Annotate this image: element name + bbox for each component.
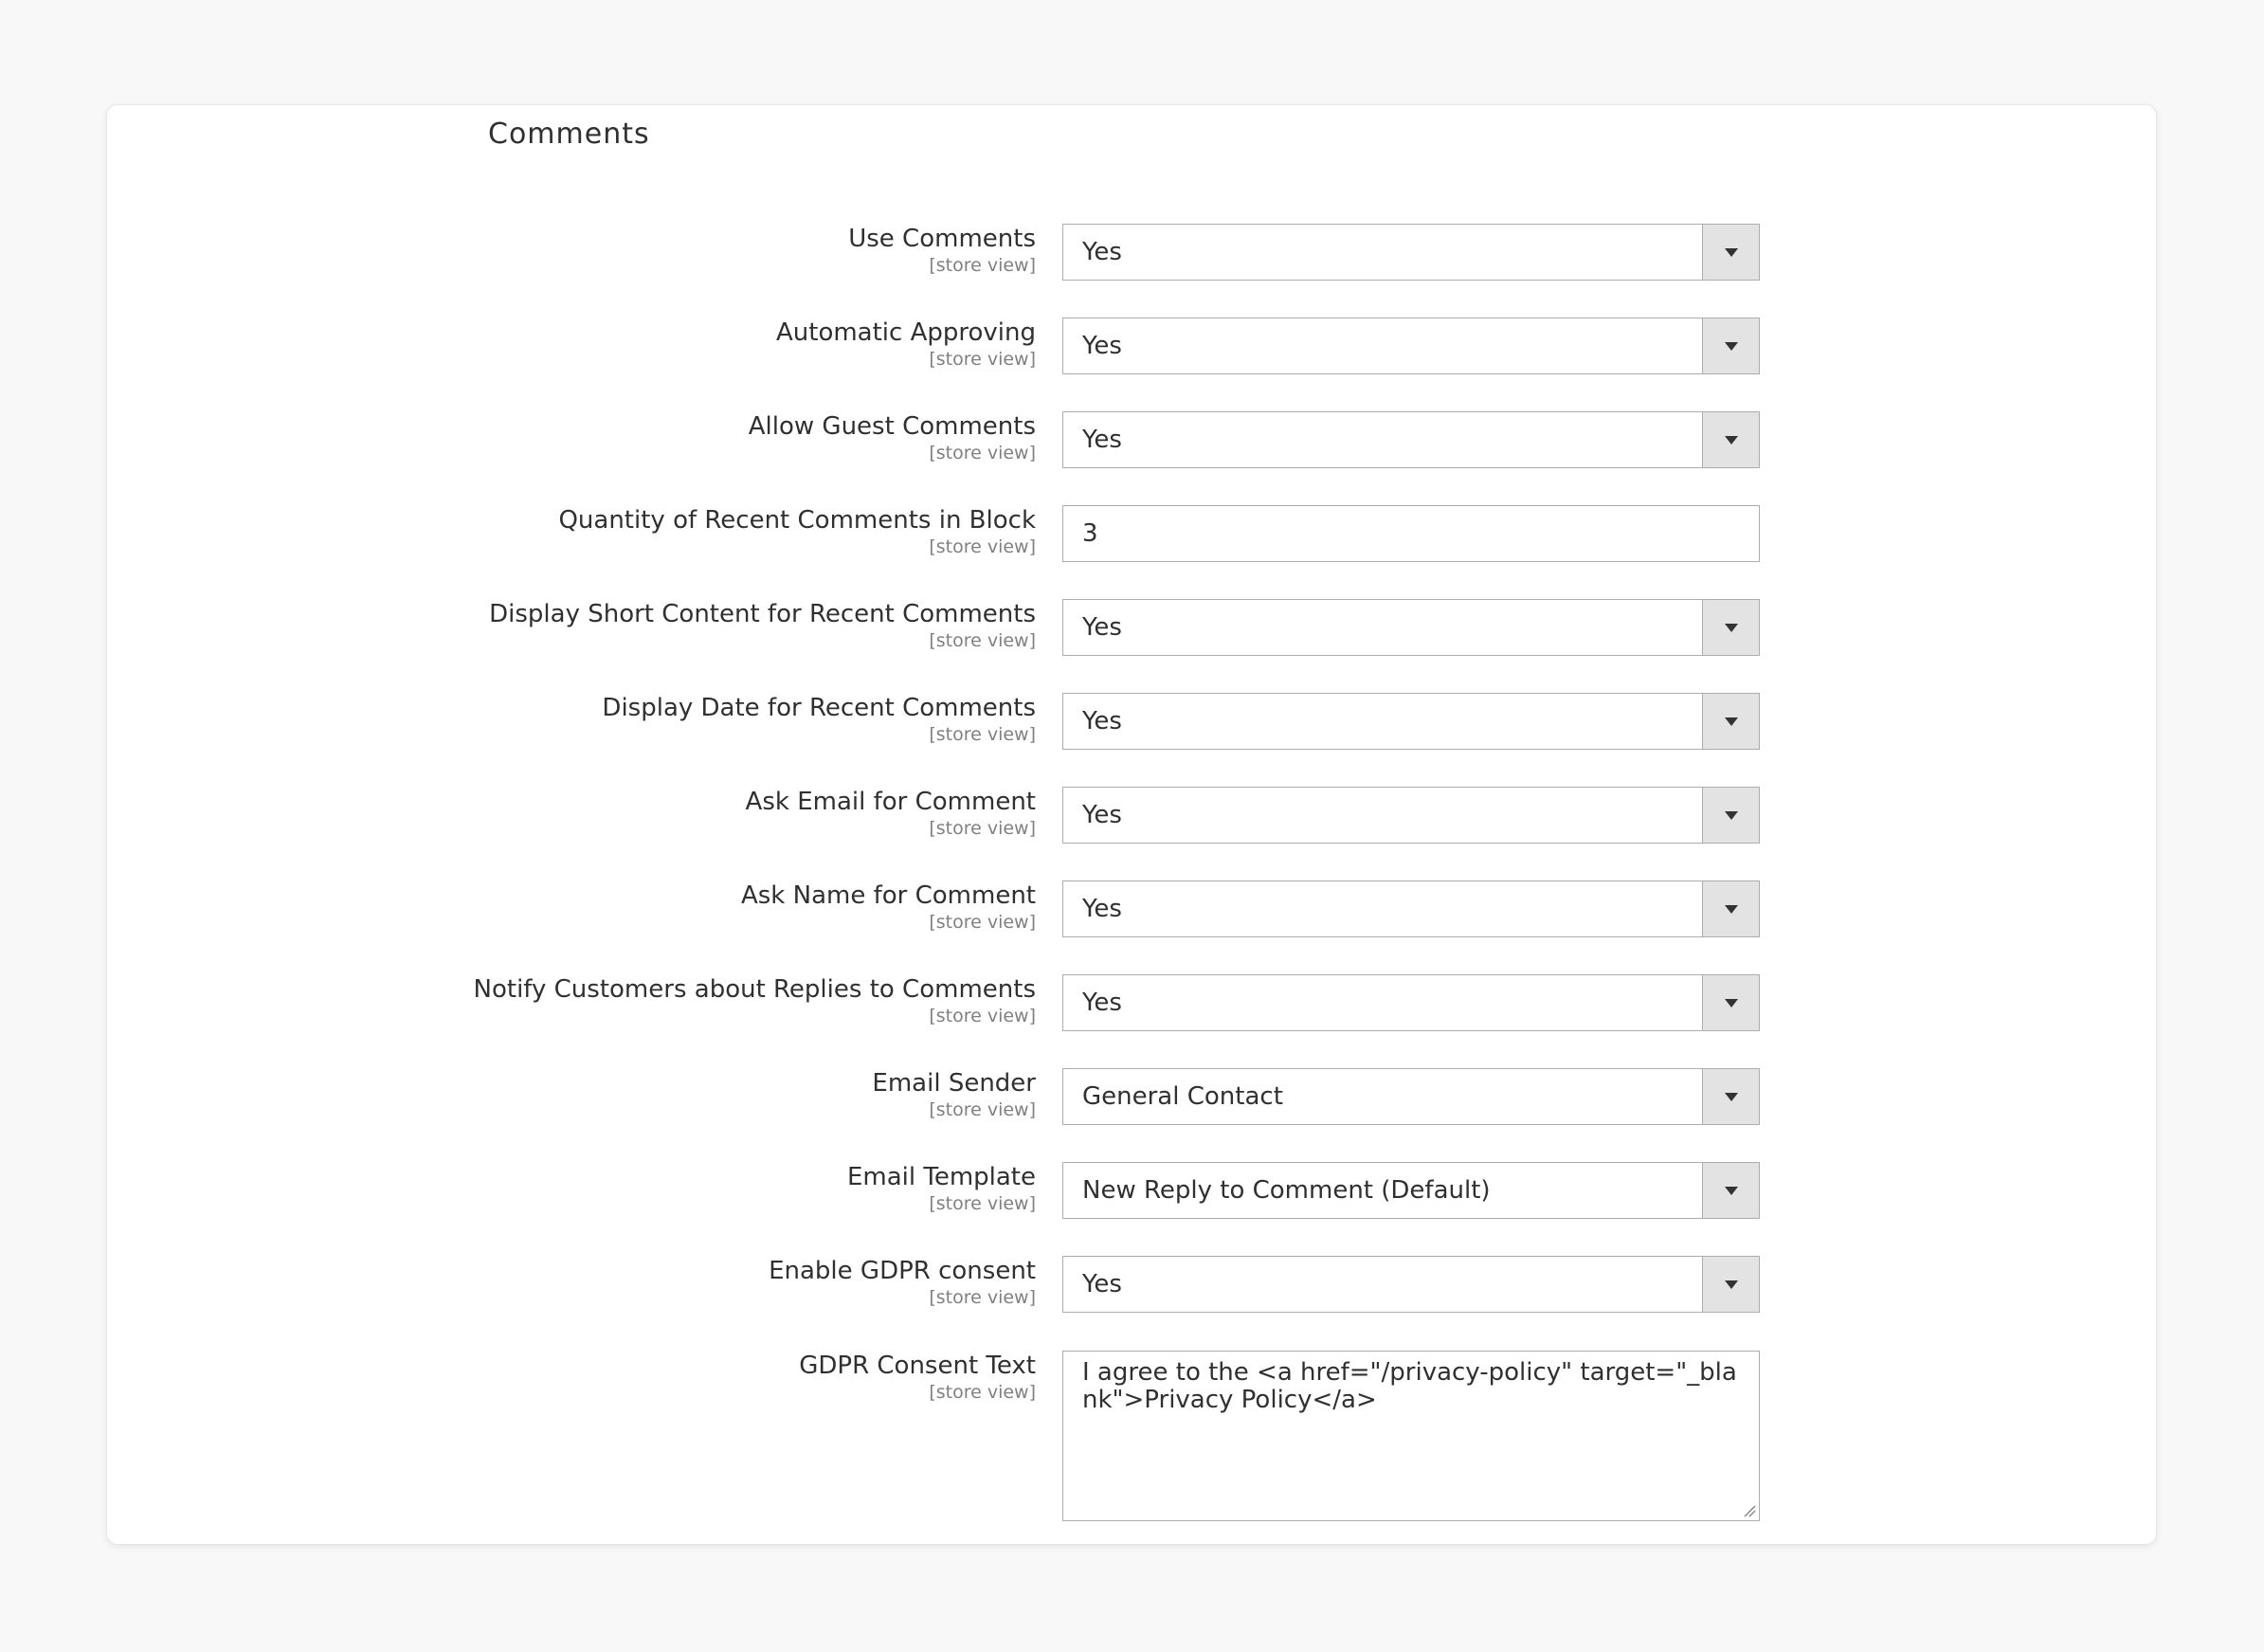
field-label: GDPR Consent Text (799, 1352, 1036, 1380)
field-label: Display Date for Recent Comments (602, 694, 1036, 722)
scope-label: [store view] (929, 818, 1036, 839)
scope-label: [store view] (929, 1382, 1036, 1403)
arrow-down-icon (1725, 436, 1738, 445)
scope-label: [store view] (929, 1287, 1036, 1308)
select-value: Yes (1082, 426, 1122, 454)
arrow-down-icon (1725, 1187, 1738, 1195)
ask-email-select[interactable] (1062, 787, 1760, 844)
field-label: Automatic Approving (775, 318, 1036, 347)
display-date-select[interactable] (1062, 693, 1760, 750)
arrow-down-icon (1725, 1093, 1738, 1101)
ask-name-select[interactable] (1062, 880, 1760, 937)
use-comments-select[interactable] (1062, 224, 1760, 281)
field-label-group (746, 787, 1036, 840)
select-toggle[interactable] (1702, 1163, 1759, 1218)
select-toggle[interactable] (1702, 694, 1759, 749)
field-label-group (872, 1068, 1036, 1121)
field-label: Enable GDPR consent (769, 1257, 1036, 1285)
field-label-group (741, 880, 1036, 934)
select-toggle[interactable] (1702, 1257, 1759, 1312)
field-label-group (489, 599, 1036, 652)
select-toggle[interactable] (1702, 225, 1759, 280)
arrow-down-icon (1725, 1280, 1738, 1289)
field-label-group (776, 318, 1036, 371)
field-label-group (769, 1256, 1036, 1309)
field-label: Ask Email for Comment (745, 788, 1036, 816)
select-value: Yes (1082, 707, 1122, 735)
recent-comments-quantity-input[interactable] (1062, 505, 1760, 562)
scope-label: [store view] (929, 1099, 1036, 1120)
select-toggle[interactable] (1702, 975, 1759, 1030)
select-value: Yes (1082, 895, 1122, 923)
resize-handle-icon[interactable] (1741, 1502, 1756, 1517)
input-value: 3 (1082, 519, 1098, 548)
automatic-approving-select[interactable] (1062, 318, 1760, 374)
select-value: Yes (1082, 332, 1122, 360)
notify-customers-select[interactable] (1062, 974, 1760, 1031)
scope-label: [store view] (929, 536, 1036, 557)
select-value: Yes (1082, 238, 1122, 266)
field-label: Display Short Content for Recent Comments (489, 600, 1036, 628)
select-toggle[interactable] (1702, 600, 1759, 655)
select-toggle[interactable] (1702, 1069, 1759, 1124)
select-value: Yes (1082, 989, 1122, 1017)
field-label-group (799, 1351, 1036, 1404)
arrow-down-icon (1725, 811, 1738, 820)
field-label: Quantity of Recent Comments in Block (558, 506, 1036, 535)
field-label-group (848, 224, 1036, 277)
arrow-down-icon (1725, 999, 1738, 1008)
email-sender-select[interactable] (1062, 1068, 1760, 1125)
arrow-down-icon (1725, 905, 1738, 914)
select-value: General Contact (1082, 1082, 1283, 1111)
display-short-content-select[interactable] (1062, 599, 1760, 656)
field-label: Notify Customers about Replies to Comments (473, 975, 1036, 1004)
field-label: Ask Name for Comment (740, 881, 1036, 910)
field-label: Use Comments (848, 225, 1036, 253)
field-label: Allow Guest Comments (748, 412, 1036, 441)
scope-label: [store view] (929, 349, 1036, 370)
gdpr-consent-textarea[interactable] (1062, 1351, 1760, 1521)
scope-label: [store view] (929, 443, 1036, 463)
email-template-select[interactable] (1062, 1162, 1760, 1219)
scope-label: [store view] (929, 1006, 1036, 1026)
section-title: Comments (488, 118, 650, 151)
arrow-down-icon (1725, 248, 1738, 257)
select-toggle[interactable] (1702, 318, 1759, 373)
field-label-group (474, 974, 1036, 1027)
arrow-down-icon (1725, 624, 1738, 632)
select-value: Yes (1082, 1270, 1122, 1298)
arrow-down-icon (1725, 717, 1738, 726)
scope-label: [store view] (929, 1193, 1036, 1214)
select-toggle[interactable] (1702, 788, 1759, 843)
allow-guest-comments-select[interactable] (1062, 411, 1760, 468)
textarea-value: I agree to the <a href="/privacy-policy" target="_blank">Privacy Policy</a> (1082, 1358, 1737, 1414)
scope-label: [store view] (929, 724, 1036, 745)
enable-gdpr-select[interactable] (1062, 1256, 1760, 1313)
select-value: New Reply to Comment (Default) (1082, 1176, 1491, 1205)
scope-label: [store view] (929, 255, 1036, 276)
field-label-group (602, 693, 1036, 746)
select-toggle[interactable] (1702, 412, 1759, 467)
scope-label: [store view] (929, 630, 1036, 651)
field-label-group (558, 505, 1036, 558)
field-label-group (847, 1162, 1036, 1215)
field-label: Email Sender (872, 1069, 1036, 1098)
scope-label: [store view] (929, 912, 1036, 933)
arrow-down-icon (1725, 342, 1738, 351)
select-value: Yes (1082, 613, 1122, 642)
field-label-group (749, 411, 1036, 464)
select-toggle[interactable] (1702, 881, 1759, 936)
select-value: Yes (1082, 801, 1122, 829)
field-label: Email Template (846, 1163, 1036, 1191)
